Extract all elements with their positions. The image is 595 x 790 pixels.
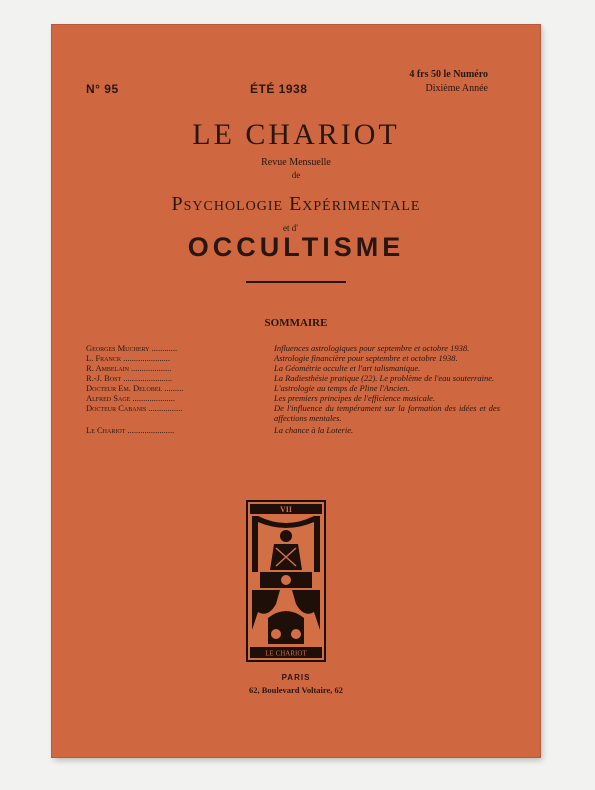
list-item: [86, 393, 506, 403]
toc-author: L. Franck ......................: [86, 353, 171, 363]
list-item: [86, 373, 506, 383]
card-number: VII: [279, 505, 293, 514]
canopy: [258, 516, 314, 528]
toc-author: Alfred Sage ....................: [86, 393, 175, 403]
issue-year: Dixième Année: [425, 83, 488, 94]
list-item: [86, 353, 506, 363]
chariot-emblem: [281, 575, 291, 585]
toc-author: Docteur Em. Delobel .........: [86, 383, 184, 393]
toc-title: Les premiers principes de l'efficience musicale.: [274, 393, 436, 403]
toc-title: Astrologie financière pour septembre et octobre 1938.: [274, 353, 458, 363]
table-of-contents: [86, 343, 506, 435]
toc-author: R. Ambelain ...................: [86, 363, 172, 373]
publisher-city: PARIS: [281, 673, 311, 682]
list-item: [86, 383, 506, 393]
toc-author: Docteur Cabanis ................: [86, 403, 183, 413]
masthead-etd: et d': [283, 223, 298, 233]
left-pillar: [252, 516, 258, 572]
right-pillar: [314, 516, 320, 572]
list-item: [86, 425, 506, 435]
masthead-occultisme: OCCULTISME: [187, 232, 405, 262]
toc-title: Influences astrologiques pour septembre et octobre 1938.: [274, 343, 470, 353]
toc-author: Georges Muchery ............: [86, 343, 178, 353]
list-item: [86, 343, 506, 353]
issue-number: N° 95: [86, 82, 119, 96]
toc-title: De l'influence du tempérament sur la formation des idées et des affections mentales.: [274, 403, 500, 423]
list-item: [86, 403, 506, 423]
chariot-wheels: [268, 611, 304, 644]
magazine-cover: [52, 25, 540, 757]
toc-title: L'astrologie au temps de Pline l'Ancien.: [274, 383, 410, 393]
masthead-divider: [246, 281, 346, 283]
magazine-subtitle: Revue Mensuelle: [261, 157, 331, 168]
card-caption: LE CHARIOT: [265, 649, 307, 658]
publisher-address: 62, Boulevard Voltaire, 62: [248, 685, 344, 695]
charioteer-head: [280, 530, 292, 542]
toc-title: La chance à la Loterie.: [274, 425, 354, 435]
toc-title: La Radiesthésie pratique (22). Le problème de l'eau souterraine.: [274, 373, 495, 383]
masthead-de: de: [291, 170, 301, 180]
tarot-card-illustration: [246, 500, 326, 662]
toc-author: R.-J. Bost .......................: [86, 373, 173, 383]
magazine-title: LE CHARIOT: [192, 118, 400, 151]
issue-season: ÉTÉ 1938: [250, 82, 308, 96]
issue-price: 4 frs 50 le Numéro: [409, 69, 488, 80]
sommaire-heading: SOMMAIRE: [264, 317, 328, 329]
toc-author: Le Chariot ......................: [86, 425, 175, 435]
masthead-psychologie: Psychologie Expérimentale: [171, 193, 421, 215]
toc-title: La Géométrie occulte et l'art talismanique.: [274, 363, 421, 373]
list-item: [86, 363, 506, 373]
